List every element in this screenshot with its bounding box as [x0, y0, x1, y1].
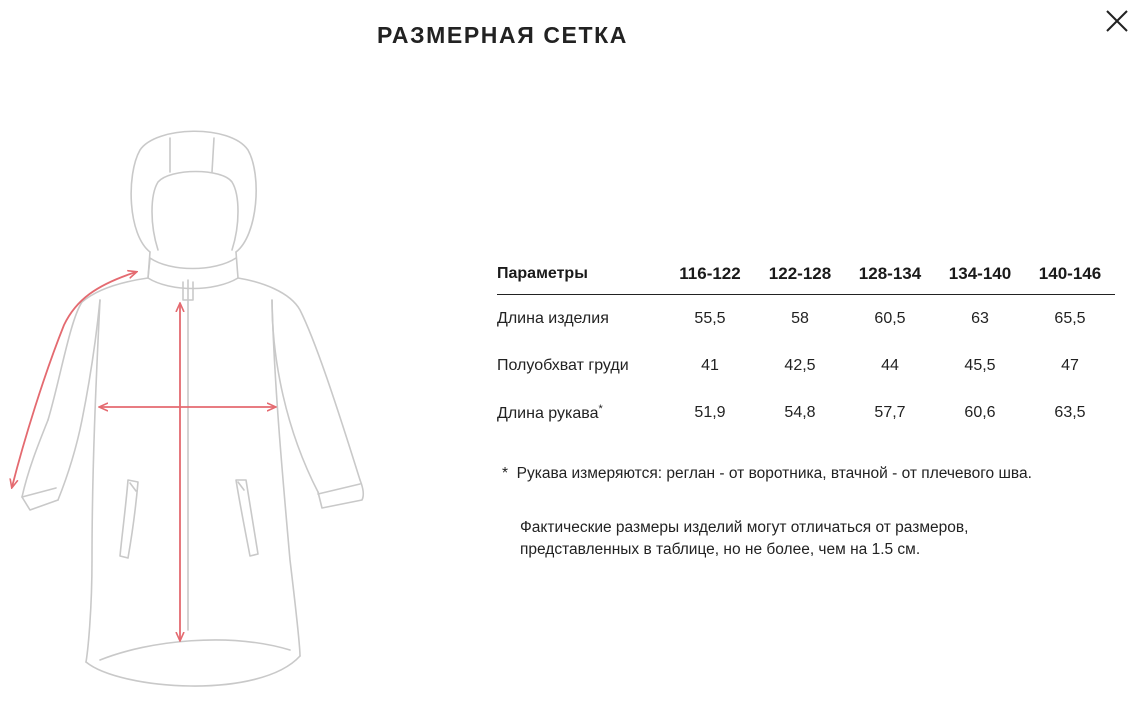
footnote-mark: * [502, 465, 509, 482]
disclaimer-line: Фактические размеры изделий могут отличаться от размеров, [520, 519, 969, 536]
param-name: Длина рукава [497, 404, 599, 422]
param-name: Полуобхват груди [497, 356, 629, 374]
coat-outline [22, 131, 363, 686]
size-value: 47 [1061, 356, 1079, 374]
size-column-header: 122-128 [755, 254, 845, 295]
size-column-header: 128-134 [845, 254, 935, 295]
size-value: 41 [701, 356, 719, 374]
size-value: 60,6 [964, 403, 996, 421]
size-value: 54,8 [784, 403, 816, 421]
size-column-header: 116-122 [665, 254, 755, 295]
size-value: 55,5 [694, 309, 726, 327]
page-title: РАЗМЕРНАЯ СЕТКА [377, 22, 628, 48]
footnote-mark: * [598, 402, 603, 415]
disclaimer-line: представленных в таблице, но не более, чем на 1.5 см. [520, 541, 921, 558]
coat-measurement-diagram [0, 120, 380, 708]
size-value: 51,9 [694, 403, 726, 421]
table-row [497, 342, 1115, 389]
table-row [497, 295, 1115, 343]
size-value: 57,7 [874, 403, 906, 421]
param-name: Длина изделия [497, 309, 609, 327]
measurement-arrows [12, 272, 275, 640]
size-column-header: 134-140 [935, 254, 1025, 295]
sleeve-footnote [502, 465, 1032, 483]
size-disclaimer [520, 517, 968, 561]
size-table [497, 254, 1115, 436]
size-column-header: 140-146 [1025, 254, 1115, 295]
size-value: 44 [881, 356, 899, 374]
close-icon[interactable] [1103, 7, 1131, 35]
size-value: 42,5 [784, 356, 816, 374]
param-column-header: Параметры [497, 254, 665, 295]
param-name-cell [497, 389, 665, 436]
size-value: 63,5 [1054, 403, 1086, 421]
table-row [497, 389, 1115, 436]
size-value: 63 [971, 309, 989, 327]
table-header-row [497, 254, 1115, 295]
size-value: 65,5 [1054, 309, 1086, 327]
footnote-text: Рукава измеряются: реглан - от воротника, втачной - от плечевого шва. [516, 465, 1032, 482]
size-value: 45,5 [964, 356, 996, 374]
close-button[interactable] [1103, 7, 1131, 35]
size-value: 60,5 [874, 309, 906, 327]
size-value: 58 [791, 309, 809, 327]
